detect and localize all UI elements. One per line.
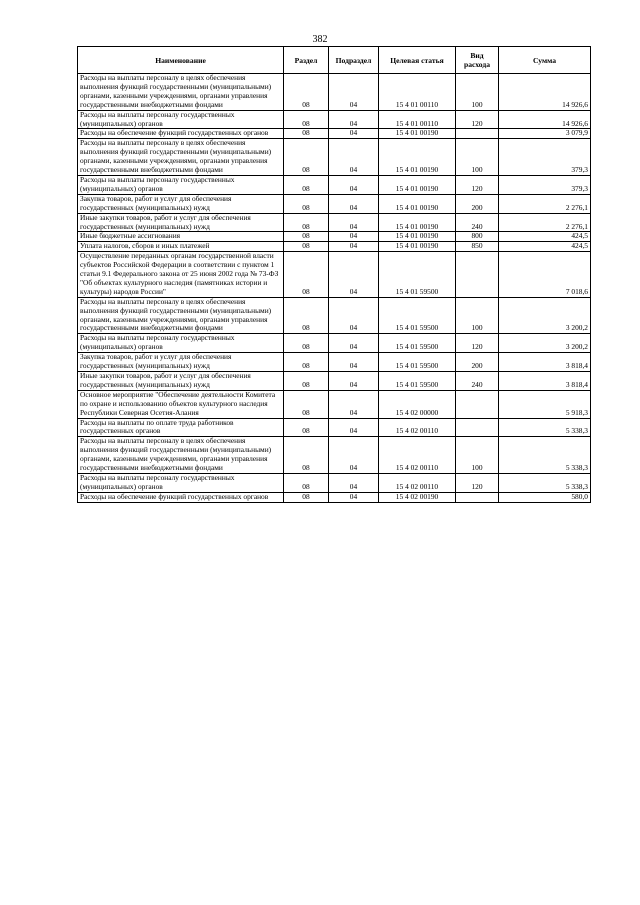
cell-razdel: 08 [284,213,329,232]
cell-podrazdel: 04 [329,492,379,502]
table-row [78,232,591,242]
cell-summa: 2 276,1 [499,194,591,213]
table-header [78,47,591,74]
cell-statya: 15 4 02 00000 [379,390,456,418]
table-row [78,372,591,391]
cell-razdel: 08 [284,297,329,334]
table-row [78,437,591,474]
cell-podrazdel: 04 [329,139,379,176]
table-row [78,194,591,213]
cell-summa: 5 338,3 [499,473,591,492]
cell-vid: 240 [456,213,499,232]
cell-vid [456,418,499,437]
cell-summa: 424,5 [499,242,591,252]
cell-podrazdel: 04 [329,252,379,298]
header-statya: Целевая статья [379,47,456,74]
table-row [78,297,591,334]
cell-razdel: 08 [284,353,329,372]
header-vid: Вид расхода [456,47,499,74]
table-row [78,242,591,252]
page-number: 382 [312,34,328,45]
cell-name: Осуществление переданных органам государственной власти субъектов Российской Федерации в соответствии с пунктом 1 статьи 9.1 Федерального закона от 25 июня 2002 года № 73-ФЗ "Об объектах культурного наследия (памятниках истории и культуры) народов России" [78,252,284,298]
cell-podrazdel: 04 [329,175,379,194]
cell-razdel: 08 [284,372,329,391]
cell-statya: 15 4 01 00190 [379,194,456,213]
cell-vid: 240 [456,372,499,391]
table-row [78,175,591,194]
cell-summa: 3 079,9 [499,129,591,139]
cell-podrazdel: 04 [329,353,379,372]
budget-table [77,46,591,503]
cell-podrazdel: 04 [329,213,379,232]
cell-vid: 100 [456,139,499,176]
cell-podrazdel: 04 [329,242,379,252]
cell-name: Расходы на обеспечение функций государственных органов [78,492,284,502]
cell-name: Основное мероприятие "Обеспечение деятельности Комитета по охране и использованию объектов культурного наследия Республики Северная Осетия-Алания [78,390,284,418]
cell-name: Расходы на выплаты персоналу государственных (муниципальных) органов [78,334,284,353]
cell-razdel: 08 [284,492,329,502]
cell-name: Расходы на выплаты персоналу в целях обеспечения выполнения функций государственными (муниципальными) органами, казенными учреждениями, органами управления государственными внебюджетными фондами [78,437,284,474]
cell-razdel: 08 [284,418,329,437]
cell-summa: 14 926,6 [499,110,591,129]
cell-name: Иные закупки товаров, работ и услуг для обеспечения государственных (муниципальных) нужд [78,213,284,232]
cell-name: Расходы на выплаты по оплате труда работников государственных органов [78,418,284,437]
table-row [78,492,591,502]
cell-razdel: 08 [284,74,329,111]
table-row [78,418,591,437]
cell-summa: 5 338,3 [499,437,591,474]
header-summa: Сумма [499,47,591,74]
cell-summa: 7 018,6 [499,252,591,298]
cell-name: Расходы на выплаты персоналу в целях обеспечения выполнения функций государственными (муниципальными) органами, казенными учреждениями, органами управления государственными внебюджетными фондами [78,139,284,176]
cell-statya: 15 4 01 00190 [379,242,456,252]
cell-podrazdel: 04 [329,74,379,111]
cell-vid: 200 [456,353,499,372]
header-podrazdel: Подраздел [329,47,379,74]
cell-vid: 120 [456,175,499,194]
cell-podrazdel: 04 [329,110,379,129]
cell-podrazdel: 04 [329,418,379,437]
cell-statya: 15 4 02 00110 [379,418,456,437]
cell-name: Расходы на выплаты персоналу в целях обеспечения выполнения функций государственными (муниципальными) органами, казенными учреждениями, органами управления государственными внебюджетными фондами [78,74,284,111]
cell-vid: 120 [456,473,499,492]
cell-statya: 15 4 01 00110 [379,74,456,111]
cell-summa: 3 818,4 [499,353,591,372]
cell-statya: 15 4 01 59500 [379,297,456,334]
cell-summa: 14 926,6 [499,74,591,111]
cell-summa: 2 276,1 [499,213,591,232]
table-row [78,110,591,129]
cell-vid: 100 [456,297,499,334]
cell-razdel: 08 [284,175,329,194]
cell-vid [456,252,499,298]
cell-razdel: 08 [284,437,329,474]
cell-statya: 15 4 01 00190 [379,139,456,176]
cell-summa: 424,5 [499,232,591,242]
cell-razdel: 08 [284,129,329,139]
cell-podrazdel: 04 [329,129,379,139]
cell-podrazdel: 04 [329,232,379,242]
cell-summa: 5 338,3 [499,418,591,437]
table-row [78,139,591,176]
cell-summa: 379,3 [499,175,591,194]
cell-razdel: 08 [284,232,329,242]
header-name: Наименование [78,47,284,74]
cell-name: Расходы на выплаты персоналу государственных (муниципальных) органов [78,175,284,194]
cell-statya: 15 4 01 59500 [379,252,456,298]
table-row [78,473,591,492]
cell-podrazdel: 04 [329,473,379,492]
cell-statya: 15 4 01 59500 [379,372,456,391]
cell-vid [456,390,499,418]
cell-razdel: 08 [284,390,329,418]
cell-name: Закупка товаров, работ и услуг для обеспечения государственных (муниципальных) нужд [78,353,284,372]
cell-razdel: 08 [284,252,329,298]
cell-razdel: 08 [284,194,329,213]
cell-vid: 200 [456,194,499,213]
cell-vid [456,129,499,139]
cell-vid: 120 [456,334,499,353]
cell-statya: 15 4 01 00190 [379,175,456,194]
cell-vid: 100 [456,437,499,474]
cell-name: Расходы на выплаты персоналу государственных (муниципальных) органов [78,473,284,492]
header-razdel: Раздел [284,47,329,74]
cell-summa: 379,3 [499,139,591,176]
table-row [78,390,591,418]
header-row [78,47,591,74]
table-row [78,252,591,298]
cell-razdel: 08 [284,139,329,176]
table-body [78,74,591,503]
cell-razdel: 08 [284,473,329,492]
cell-name: Расходы на обеспечение функций государственных органов [78,129,284,139]
table-row [78,213,591,232]
cell-razdel: 08 [284,110,329,129]
cell-summa: 3 818,4 [499,372,591,391]
table-row [78,74,591,111]
cell-podrazdel: 04 [329,390,379,418]
cell-statya: 15 4 02 00110 [379,437,456,474]
cell-summa: 580,0 [499,492,591,502]
cell-podrazdel: 04 [329,297,379,334]
cell-statya: 15 4 01 00110 [379,110,456,129]
cell-statya: 15 4 01 00190 [379,232,456,242]
cell-statya: 15 4 02 00110 [379,473,456,492]
cell-statya: 15 4 01 59500 [379,353,456,372]
cell-summa: 5 918,3 [499,390,591,418]
cell-statya: 15 4 01 59500 [379,334,456,353]
cell-statya: 15 4 02 00190 [379,492,456,502]
cell-vid [456,492,499,502]
cell-podrazdel: 04 [329,437,379,474]
table-row [78,129,591,139]
cell-razdel: 08 [284,334,329,353]
cell-razdel: 08 [284,242,329,252]
cell-name: Иные закупки товаров, работ и услуг для обеспечения государственных (муниципальных) нужд [78,372,284,391]
table-row [78,334,591,353]
cell-summa: 3 200,2 [499,334,591,353]
cell-statya: 15 4 01 00190 [379,213,456,232]
cell-name: Расходы на выплаты персоналу в целях обеспечения выполнения функций государственными (муниципальными) органами, казенными учреждениями, органами управления государственными внебюджетными фондами [78,297,284,334]
cell-vid: 850 [456,242,499,252]
cell-podrazdel: 04 [329,194,379,213]
cell-vid: 100 [456,74,499,111]
table-row [78,353,591,372]
cell-statya: 15 4 01 00190 [379,129,456,139]
cell-name: Иные бюджетные ассигнования [78,232,284,242]
cell-vid: 120 [456,110,499,129]
cell-name: Уплата налогов, сборов и иных платежей [78,242,284,252]
cell-name: Расходы на выплаты персоналу государственных (муниципальных) органов [78,110,284,129]
cell-name: Закупка товаров, работ и услуг для обеспечения государственных (муниципальных) нужд [78,194,284,213]
cell-summa: 3 200,2 [499,297,591,334]
cell-podrazdel: 04 [329,334,379,353]
cell-vid: 800 [456,232,499,242]
cell-podrazdel: 04 [329,372,379,391]
